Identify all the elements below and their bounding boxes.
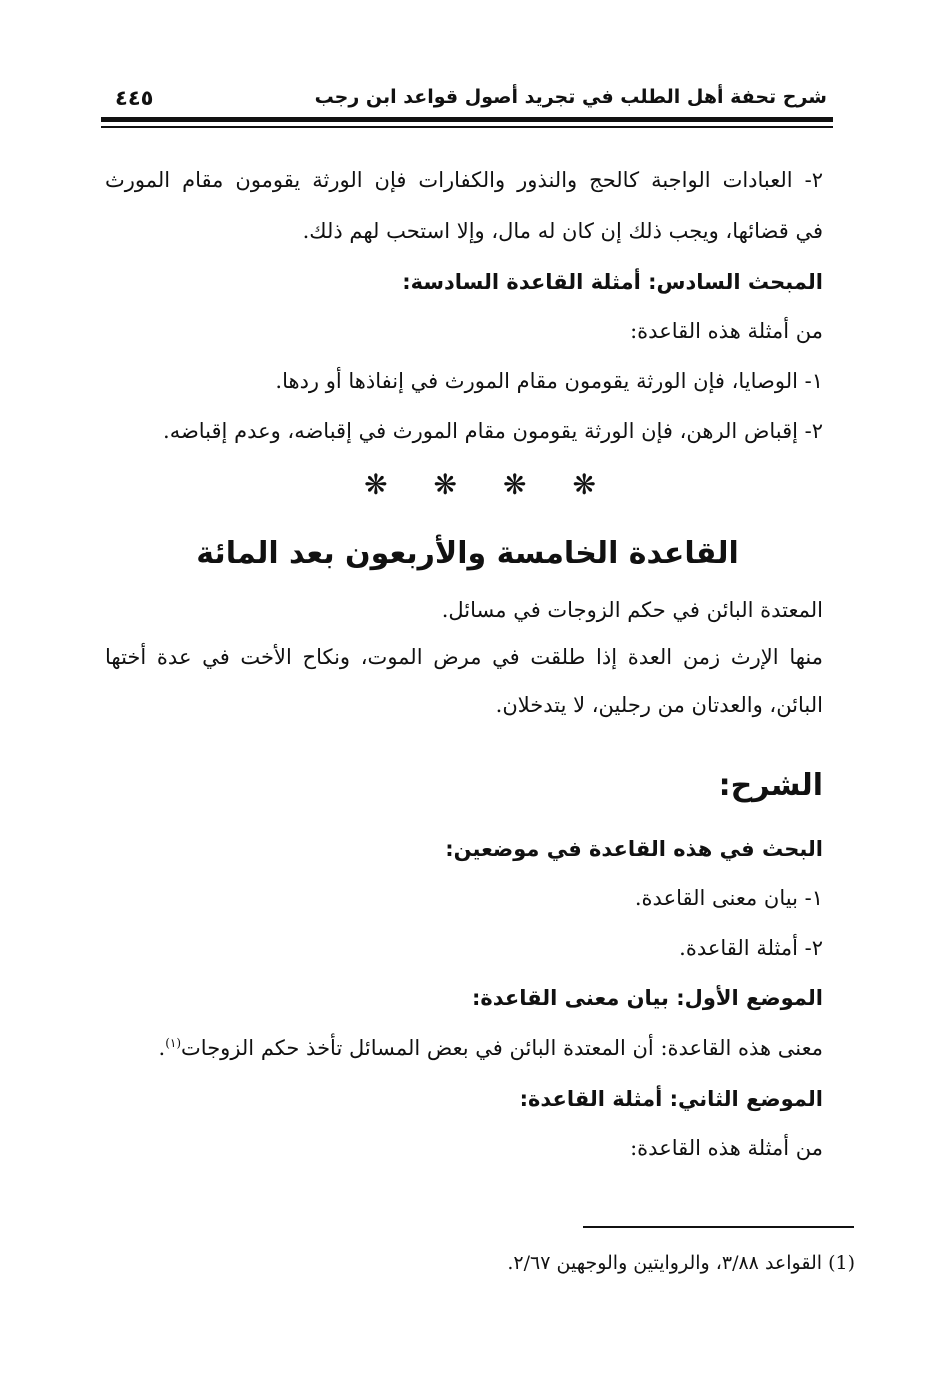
- rule-text: المعتدة البائن في حكم الزوجات في مسائل.: [441, 598, 823, 622]
- paragraph-line: في قضائها، ويجب ذلك إن كان له مال، وإلا استحب لهم ذلك.: [302, 219, 823, 243]
- rule-text: البائن، والعدتان من رجلين، لا يتدخلان.: [495, 693, 823, 717]
- meaning-end: .: [158, 1036, 166, 1060]
- footnote-rule: [583, 1226, 854, 1228]
- list-item: ١- بيان معنى القاعدة.: [634, 886, 823, 910]
- asterism-mark: ❋: [364, 468, 388, 501]
- section-separator: [0, 468, 935, 501]
- header-rule-thin: [101, 126, 833, 128]
- meaning-text: معنى هذه القاعدة: أن المعتدة البائن في بعض المسائل تأخذ حكم الزوجات: [181, 1036, 823, 1060]
- asterism-mark: ❋: [433, 468, 457, 501]
- asterism-mark: ❋: [503, 468, 527, 501]
- paragraph-line: من أمثلة هذه القاعدة:: [630, 319, 823, 343]
- running-header-title: شرح تحفة أهل الطلب في تجريد أصول قواعد ابن رجب: [314, 86, 827, 108]
- paragraph-line: من أمثلة هذه القاعدة:: [630, 1136, 823, 1160]
- rule-text: منها الإرث زمن العدة إذا طلقت في مرض الموت، ونكاح الأخت في عدة أختها: [105, 645, 823, 669]
- header-rule-thick: [101, 117, 833, 122]
- list-item: ١- الوصايا، فإن الورثة يقومون مقام المورث في إنفاذها أو ردها.: [275, 369, 823, 393]
- paragraph-line: ٢- العبادات الواجبة كالحج والنذور والكفارات فإن الورثة يقومون مقام المورث: [105, 168, 823, 192]
- chapter-title: القاعدة الخامسة والأربعون بعد المائة: [196, 536, 739, 571]
- list-item: ٢- إقباض الرهن، فإن الورثة يقومون مقام المورث في إقباضه، وعدم إقباضه.: [163, 419, 823, 443]
- commentary-heading: الشرح:: [718, 768, 823, 803]
- section-heading: البحث في هذه القاعدة في موضعين:: [445, 837, 823, 861]
- list-item: ٢- أمثلة القاعدة.: [679, 936, 823, 960]
- footnote: (1) القواعد ٣/٨٨، والروايتين والوجهين ٢/٦٧.: [507, 1252, 855, 1274]
- section-heading: الموضع الأول: بيان معنى القاعدة:: [471, 986, 823, 1010]
- asterism-mark: ❋: [572, 468, 596, 501]
- section-heading: المبحث السادس: أمثلة القاعدة السادسة:: [402, 270, 823, 294]
- section-heading: الموضع الثاني: أمثلة القاعدة:: [519, 1087, 823, 1111]
- footnote-ref: (١): [165, 1036, 182, 1050]
- paragraph-line: [159, 1037, 823, 1059]
- page-number: ٤٤٥: [115, 86, 154, 110]
